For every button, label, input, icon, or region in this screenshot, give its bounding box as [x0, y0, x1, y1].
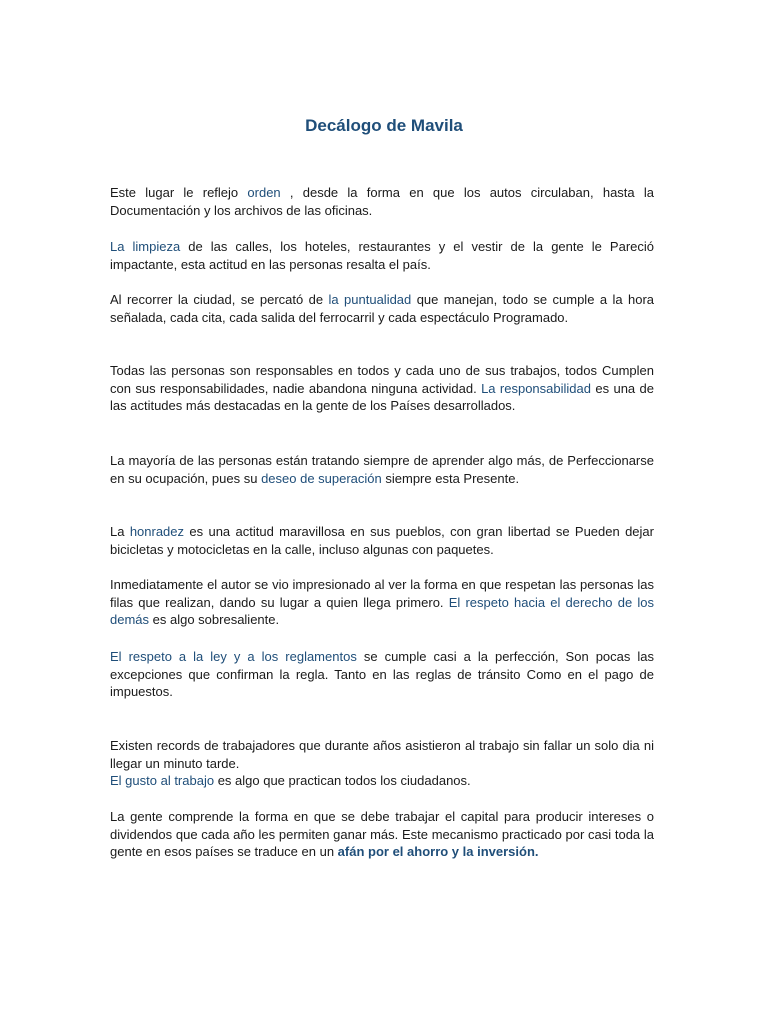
paragraph-limpieza	[110, 238, 654, 273]
paragraph-text: Existen records de trabajadores que durante años asistieron al trabajo sin fallar un solo dia ni llegar un minuto tarde.	[110, 738, 654, 771]
highlight-honradez: honradez	[129, 524, 185, 539]
paragraph-responsabilidad	[110, 362, 654, 415]
paragraph-orden	[110, 184, 654, 219]
highlight-limpieza: La limpieza	[110, 239, 181, 254]
paragraph-respeto-ley	[110, 648, 654, 701]
paragraph-puntualidad	[110, 291, 654, 326]
paragraph-text: Inmediatamente el autor se vio impresionado al ver la forma en que respetan las personas las filas que realizan, dando su lugar a quien llega primero.	[110, 577, 654, 610]
paragraph-gusto-trabajo	[110, 737, 654, 790]
paragraph-text: Al recorrer la ciudad, se percató de	[110, 292, 329, 307]
highlight-responsabilidad: La responsabilidad	[481, 380, 591, 396]
highlight-puntualidad: la puntualidad	[328, 292, 412, 307]
paragraph-text: se cumple casi a la perfección, Son pocas las excepciones que confirman la regla. Tanto en las reglas de tránsito Como en el pago de impuestos.	[110, 649, 655, 699]
paragraph-text: es una actitud maravillosa en sus pueblos, con gran libertad se Pueden dejar bicicletas y motocicletas en la calle, incluso algunas con paquetes.	[110, 524, 654, 557]
paragraph-text: , desde la forma en que los autos circulaban, hasta la Documentación y los archivos de las oficinas.	[110, 185, 654, 218]
paragraph-text: Todas las personas son responsables en todos y cada uno de sus trabajos, todos Cumplen con sus responsabilidades, nadie abandona ninguna actividad.	[110, 363, 654, 396]
paragraph-text: es algo sobresaliente.	[149, 612, 280, 627]
highlight-ahorro: afán por el ahorro y la inversión.	[337, 844, 539, 859]
highlight-orden: orden	[247, 185, 281, 200]
highlight-respeto-ley: El respeto a la ley y a los reglamentos	[110, 649, 357, 664]
paragraph-text: es algo que practican todos los ciudadanos.	[214, 773, 471, 788]
highlight-superacion: deseo de superación	[261, 470, 382, 486]
paragraph-honradez	[110, 523, 654, 558]
paragraph-text: La	[110, 524, 130, 539]
highlight-gusto-trabajo: El gusto al trabajo	[110, 773, 215, 788]
paragraph-text: La mayoría de las personas están tratando siempre de aprender algo más, de Perfeccionarse en su ocupación, pues su	[110, 453, 654, 486]
paragraph-text: de las calles, los hoteles, restaurantes y el vestir de la gente le Pareció impactante, esta actitud en las personas resalta el país.	[110, 239, 654, 272]
paragraph-text: La gente comprende la forma en que se debe trabajar el capital para producir intereses o dividendos que cada año les permiten ganar más. Este mecanismo practicado por casi toda la gente en esos países se traduce en un	[110, 809, 654, 859]
paragraph-text: siempre esta Presente.	[381, 470, 520, 486]
paragraph-text: es una de las actitudes más destacadas en la gente de los Países desarrollados.	[110, 380, 654, 413]
paragraph-respeto-derecho	[110, 576, 654, 629]
page-title: Decálogo de Mavila	[305, 116, 463, 135]
paragraph-text: Este lugar le reflejo	[110, 185, 248, 200]
paragraph-ahorro	[110, 808, 654, 861]
highlight-respeto-derecho: El respeto hacia el derecho de los demás	[110, 594, 654, 627]
paragraph-superacion	[110, 452, 654, 487]
paragraph-text: que manejan, todo se cumple a la hora señalada, cada cita, cada salida del ferrocarril y cada espectáculo Programado.	[110, 292, 655, 325]
